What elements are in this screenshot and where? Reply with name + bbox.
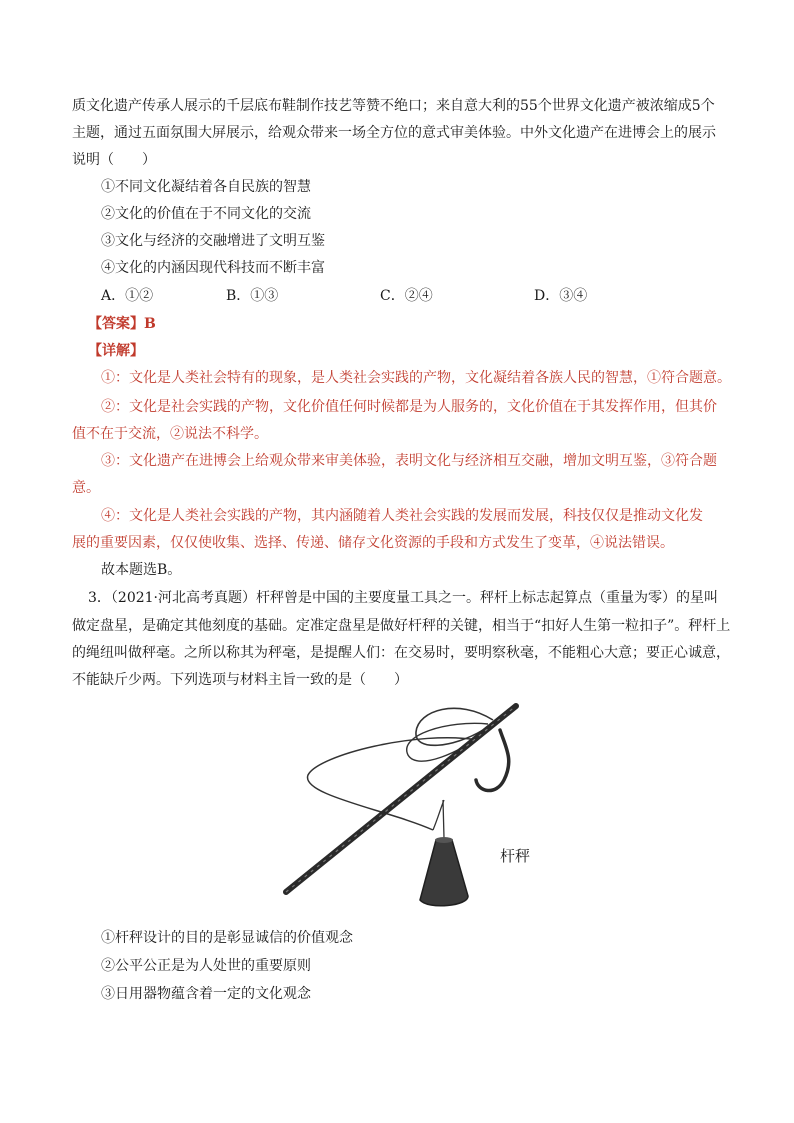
- q2-analysis-line-5: 意。: [72, 480, 100, 496]
- q2-analysis-line-6: ④：文化是人类社会实践的产物，其内涵随着人类社会实践的发展而发展，科技仅仅是推动文化发: [101, 508, 703, 524]
- q2-answer-label: 【答案】B: [88, 316, 156, 332]
- q3-stem-line-3: 的绳纽叫做秤毫。之所以称其为秤毫，是提醒人们：在交易时，要明察秋毫，不能粗心大意；要正心诚意，: [72, 645, 730, 661]
- q3-stem-line-1: 3．（2021·河北高考真题）杆秤曾是中国的主要度量工具之一。秤杆上标志起算点（重量为零）的星叫: [88, 590, 718, 606]
- q2-statement-1: ①不同文化凝结着各自民族的智慧: [101, 179, 311, 195]
- q2-option-c: C．②④: [380, 288, 433, 304]
- q2-statement-4: ④文化的内涵因现代科技而不断丰富: [101, 260, 325, 276]
- figure-caption: 杆秤: [500, 847, 531, 865]
- q2-stem-line-3: 说明（ ）: [72, 152, 156, 168]
- q3-statement-3: ③日用器物蕴含着一定的文化观念: [101, 986, 311, 1002]
- q2-analysis-line-7: 展的重要因素，仅仅使收集、选择、传递、储存文化资源的手段和方式发生了变革，④说法错误。: [72, 535, 674, 551]
- q2-statement-2: ②文化的价值在于不同文化的交流: [101, 206, 311, 222]
- q2-analysis-line-1: ①：文化是人类社会特有的现象，是人类社会实践的产物，文化凝结着各族人民的智慧，①符合题意。: [101, 370, 731, 386]
- q2-option-d: D．③④: [534, 288, 588, 304]
- q2-option-a: A．①②: [101, 288, 154, 304]
- q3-statement-2: ②公平公正是为人处世的重要原则: [101, 958, 311, 974]
- steelyard-illustration: [268, 700, 538, 920]
- q2-analysis-line-2: ②：文化是社会实践的产物，文化价值任何时候都是为人服务的，文化价值在于其发挥作用，但其价: [101, 399, 717, 415]
- q2-option-b: B．①③: [226, 288, 279, 304]
- q2-detail-label: 【详解】: [88, 343, 144, 359]
- q2-stem-line-1: 质文化遗产传承人展示的千层底布鞋制作技艺等赞不绝口；来自意大利的55个世界文化遗产被浓缩成5个: [72, 98, 715, 114]
- q3-stem-line-2: 做定盘星，是确定其他刻度的基础。定准定盘星是做好杆秤的关键，相当于“扣好人生第一粒扣子”。秤杆上: [72, 618, 731, 634]
- steelyard-figure: [268, 700, 538, 920]
- q3-stem-line-4: 不能缺斤少两。下列选项与材料主旨一致的是（ ）: [72, 672, 408, 688]
- q2-stem-line-2: 主题，通过五面氛围大屏展示，给观众带来一场全方位的意式审美体验。中外文化遗产在进博会上的展示: [72, 125, 716, 141]
- q2-statement-3: ③文化与经济的交融增进了文明互鉴: [101, 233, 325, 249]
- q2-analysis-line-3: 值不在于交流，②说法不科学。: [72, 426, 268, 442]
- q2-analysis-line-4: ③：文化遗产在进博会上给观众带来审美体验，表明文化与经济相互交融，增加文明互鉴，③符合题: [101, 453, 717, 469]
- q2-conclusion: 故本题选B。: [101, 562, 182, 578]
- q3-statement-1: ①杆秤设计的目的是彰显诚信的价值观念: [101, 930, 353, 946]
